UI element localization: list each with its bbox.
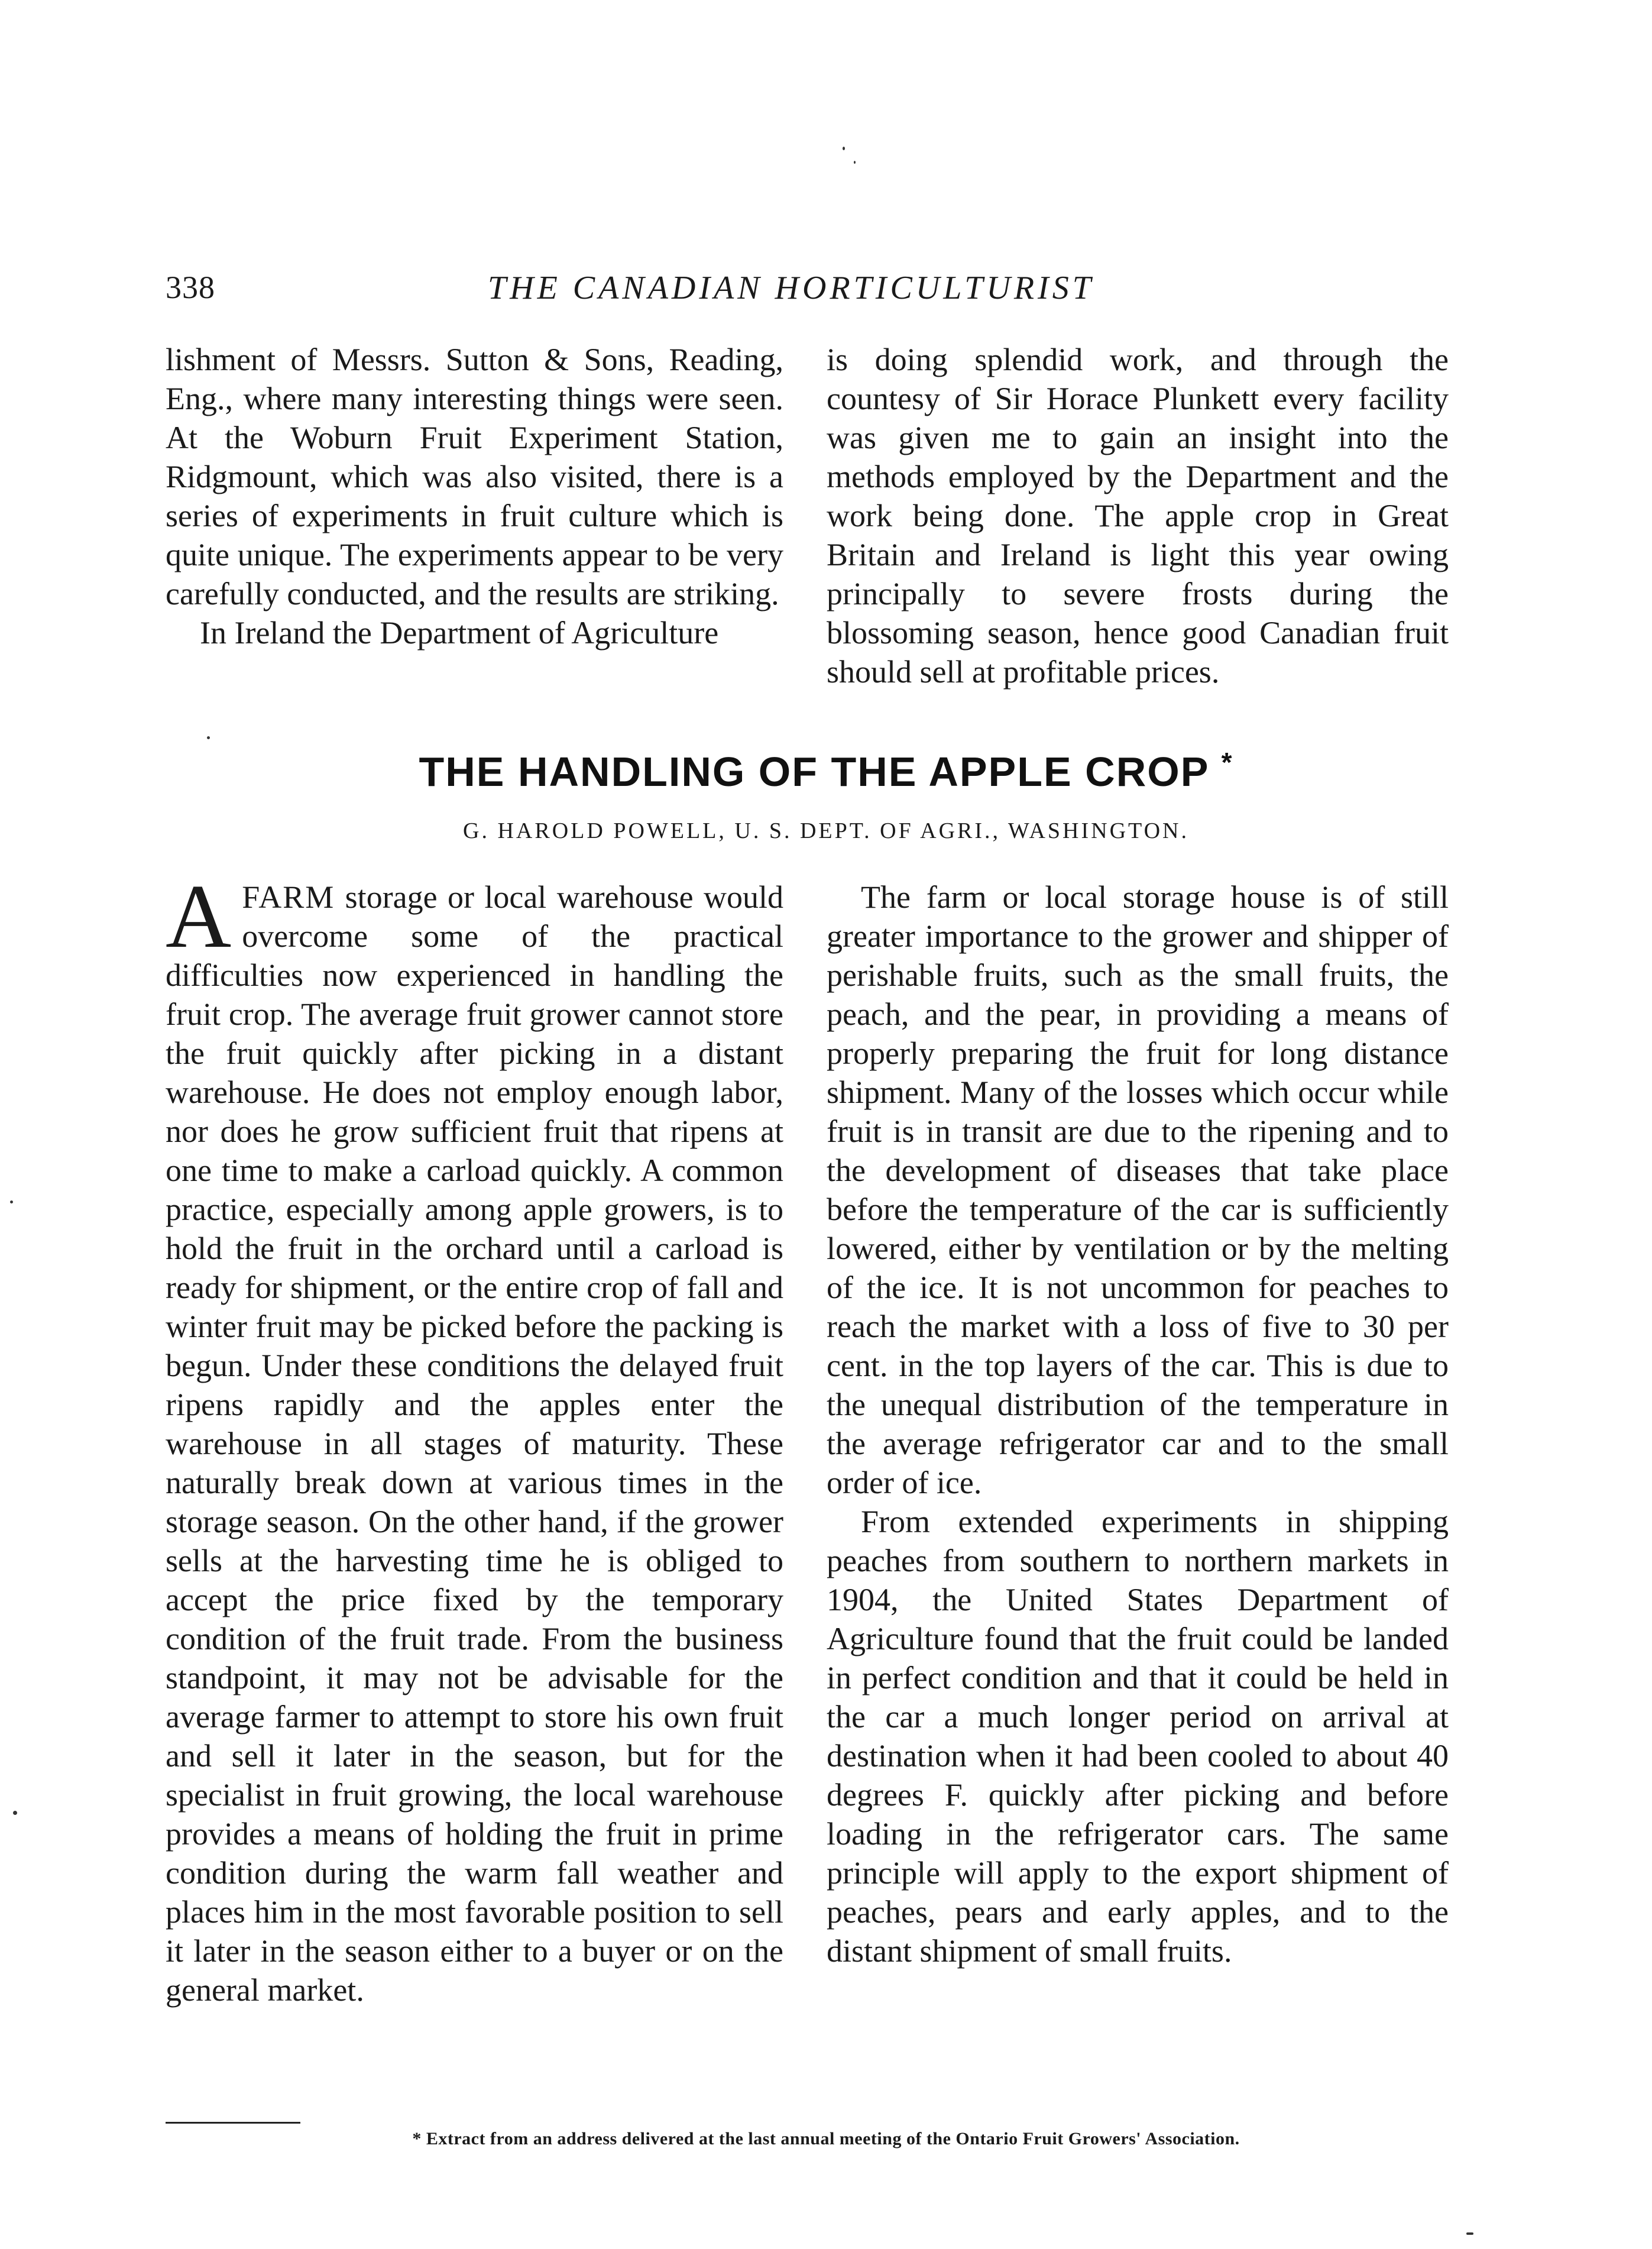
continued-paragraph: is doing splendid work, and through the countesy of Sir Horace Plunkett every facility was given me to gain an insight into the methods employed by the Department and the work being done. The apple crop in Great Britain and Ireland is light this year owing principally to severe frosts during the blossoming season, hence good Canadian fruit should sell at profitable prices. [827, 342, 1449, 690]
continued-paragraph: lishment of Messrs. Sutton & Sons, Reading, Eng., where many interesting things were seen. At the Woburn Fruit Experiment Station, Ridgmount, which was also visited, there is a series of experiments in fruit culture which is quite unique. The experiments appear to be very carefully conducted, and the results are striking. [166, 342, 783, 611]
article-title-text: THE HANDLING OF THE APPLE CROP [419, 749, 1209, 795]
article-paragraph: From extended experiments in shipping peaches from southern to northern markets in 1904, the United States Department of Agriculture found that the fruit could be landed in perfect condition and that it could be held in the car a much longer period on arrival at destination when it had been cooled to about 40 degrees F. quickly after picking and before loading in the refrigerator cars. The same principle will apply to the export shipment of peaches, pears and early apples, and to the distant shipment of small fruits. [827, 1504, 1449, 1969]
footnote-rule [166, 2122, 300, 2124]
opening-paragraph-text: storage or local warehouse would overcome some of the practical difficulties now experienced in handling the fruit crop. The average fruit grower cannot store the fruit quickly after picking in a distant warehouse. He does not employ enough labor, nor does he grow sufficient fruit that ripens at one time to make a carload quickly. A common practice, especially among apple growers, is to hold the fruit in the orchard until a carload is ready for shipment, or the entire crop of fall and winter fruit may be picked before the packing is begun. Under these conditions the delayed fruit ripens rapidly and the apples enter the warehouse in all stages of maturity. These naturally break down at various times in the storage season. On the other hand, if the grower sells at the harvesting time he is obliged to accept the price fixed by the temporary condition of the fruit trade. From the business standpoint, it may not be advisable for the average farmer to attempt to store his own fruit and sell it later in the season, but for the specialist in fruit growing, the local warehouse provides a means of holding the fruit in prime condition during the warm fall weather and places him in the most favorable position to sell it later in the season either to a buyer or on the general market. [166, 879, 783, 2008]
article-title [0, 746, 1652, 795]
footnote: * Extract from an address delivered at the last annual meeting of the Ontario Fruit Growers' Association. [412, 2129, 1240, 2148]
article-opening-paragraph [166, 866, 783, 2009]
scan-speck [207, 736, 210, 739]
running-head [166, 269, 1449, 316]
article-byline: G. HAROLD POWELL, U. S. DEPT. OF AGRI., WASHINGTON. [463, 818, 1189, 843]
drop-cap: A [166, 866, 232, 967]
scan-speck [843, 147, 845, 150]
continued-right-column [827, 340, 1449, 691]
article-paragraph: The farm or local storage house is of still greater importance to the grower and shipper of perishable fruits, such as the small fruits, the peach, and the pear, in providing a means of properly preparing the fruit for long distance shipment. Many of the losses which occur while fruit is in transit are due to the ripening and to the development of diseases that take place before the temperature of the car is sufficiently lowered, either by ventilation or by the melting of the ice. It is not uncommon for peaches to reach the market with a loss of five to 30 per cent. in the top layers of the car. This is due to the unequal distribution of the temperature in the average refrigerator car and to the small order of ice. [827, 879, 1449, 1500]
article-right-column [827, 878, 1449, 1970]
scan-speck [854, 161, 856, 164]
journal-title: THE CANADIAN HORTICULTURIST [488, 270, 1094, 306]
opening-words: FARM [242, 879, 335, 915]
continued-paragraph: In Ireland the Department of Agriculture [200, 615, 719, 651]
scan-speck [1466, 2232, 1473, 2235]
scan-speck [10, 1200, 13, 1203]
article-left-column [166, 866, 783, 2009]
scan-speck [13, 1811, 17, 1815]
footnote-marker: * [1221, 747, 1233, 778]
page-number: 338 [166, 270, 215, 305]
continued-left-column [166, 340, 783, 652]
